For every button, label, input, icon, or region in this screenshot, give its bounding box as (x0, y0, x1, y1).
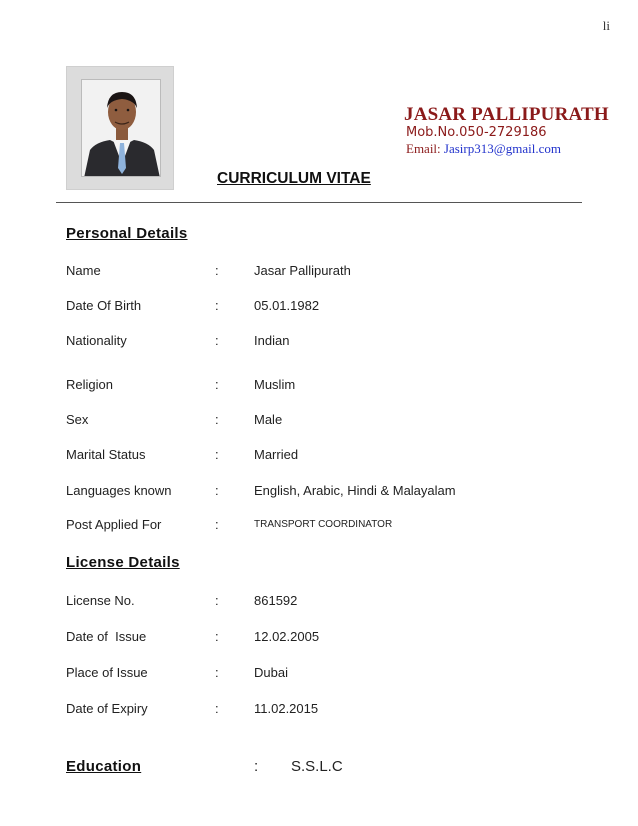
email-line (406, 141, 561, 157)
row-separator: : (215, 593, 219, 608)
row-value: 861592 (254, 593, 298, 608)
row-label: Name (66, 263, 101, 278)
row-value: 11.02.2015 (254, 701, 319, 716)
header-divider (56, 202, 582, 203)
row-separator: : (215, 333, 219, 348)
license-row-issue-date (66, 629, 586, 647)
row-separator: : (215, 298, 219, 313)
row-value: Dubai (254, 665, 288, 680)
row-label: Sex (66, 412, 89, 427)
row-label: Date Of Birth (66, 298, 142, 313)
personal-row-languages (66, 483, 586, 501)
row-separator: : (215, 412, 219, 427)
row-value: 12.02.2005 (254, 629, 320, 644)
person-photo-icon (82, 80, 161, 177)
candidate-name-heading: JASAR PALLIPURATH (404, 104, 609, 125)
row-label: Languages known (66, 483, 172, 498)
license-row-number (66, 593, 586, 611)
row-label: Religion (66, 377, 113, 392)
row-separator: : (215, 629, 219, 644)
personal-row-marital-status (66, 447, 586, 465)
row-label: Date of Issue (66, 629, 147, 644)
row-separator: : (215, 517, 219, 532)
education-value: S.S.L.C (291, 758, 343, 775)
row-value: TRANSPORT COORDINATOR (254, 519, 393, 530)
row-separator: : (215, 665, 219, 680)
personal-row-dob (66, 298, 586, 316)
row-separator: : (215, 263, 219, 278)
row-value: 05.01.1982 (254, 298, 320, 313)
row-label: Place of Issue (66, 665, 148, 680)
profile-photo (81, 79, 161, 177)
row-value: Jasar Pallipurath (254, 263, 351, 278)
mobile-number: Mob.No.050-2729186 (406, 125, 547, 140)
row-separator: : (215, 377, 219, 392)
section-heading-education: Education (66, 758, 142, 775)
page-number: li (602, 18, 610, 33)
row-label: Date of Expiry (66, 701, 148, 716)
row-separator: : (254, 758, 259, 775)
profile-photo-frame (66, 66, 174, 190)
license-row-place-of-issue (66, 665, 586, 683)
row-separator: : (215, 483, 219, 498)
education-row (66, 758, 586, 778)
email-label: Email: (406, 141, 444, 156)
email-address[interactable]: Jasirp313@gmail.com (443, 141, 561, 156)
personal-row-name (66, 263, 586, 281)
personal-row-sex (66, 412, 586, 430)
row-value: Muslim (254, 377, 296, 392)
row-value: English, Arabic, Hindi & Malayalam (254, 483, 456, 498)
personal-row-nationality (66, 333, 586, 351)
row-value: Married (254, 447, 299, 462)
personal-row-religion (66, 377, 586, 395)
personal-row-post-applied (66, 517, 586, 535)
section-heading-personal: Personal Details (66, 225, 188, 242)
row-value: Male (254, 412, 283, 427)
document-title: CURRICULUM VITAE (217, 170, 371, 187)
section-heading-license: License Details (66, 554, 180, 571)
row-separator: : (215, 701, 219, 716)
row-label: Post Applied For (66, 517, 162, 532)
row-value: Indian (254, 333, 290, 348)
row-label: Nationality (66, 333, 127, 348)
license-row-expiry-date (66, 701, 586, 719)
row-label: License No. (66, 593, 135, 608)
row-label: Marital Status (66, 447, 146, 462)
row-separator: : (215, 447, 219, 462)
